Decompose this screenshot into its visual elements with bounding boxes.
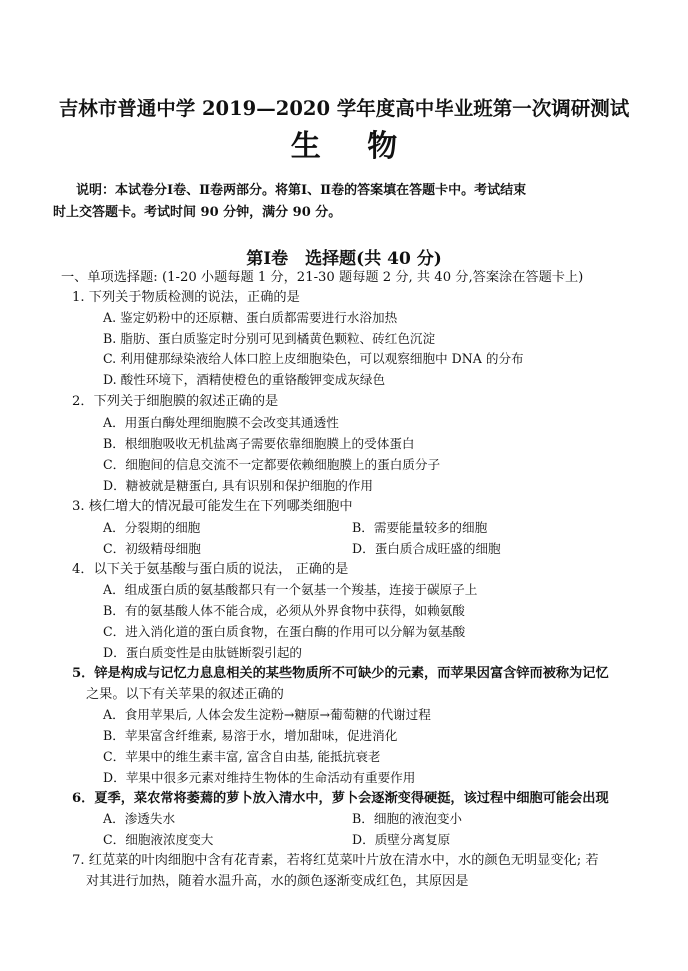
question-5-option-a: A．食用苹果后, 人体会发生淀粉→糖原→葡萄糖的代谢过程 <box>103 707 431 722</box>
question-1-option-d: D. 酸性环境下，酒精使橙色的重铬酸钾变成灰绿色 <box>103 372 386 387</box>
question-3-option-a: A．分裂期的细胞 <box>103 520 201 535</box>
question-5-option-c: C．苹果中的维生素丰富, 富含自由基, 能抵抗衰老 <box>103 749 381 764</box>
question-7-stem: 7. 红苋菜的叶肉细胞中含有花青素，若将红苋菜叶片放在清水中，水的颜色无明显变化; 若 <box>72 853 599 868</box>
question-3-option-b: B．需要能量较多的细胞 <box>352 520 488 535</box>
question-4-stem: 4．以下关于氨基酸与蛋白质的说法， 正确的是 <box>72 562 349 577</box>
exam-title: 吉林市普通中学 2019—2020 学年度高中毕业班第一次调研测试 <box>58 97 630 120</box>
question-4-option-c: C．进入消化道的蛋白质食物，在蛋白酶的作用可以分解为氨基酸 <box>103 624 466 639</box>
question-6-option-c: C．细胞液浓度变大 <box>103 832 214 847</box>
question-4-option-d: D．蛋白质变性是由肽链断裂引起的 <box>103 645 303 660</box>
question-3-option-d: D．蛋白质合成旺盛的细胞 <box>352 541 501 556</box>
question-6-option-b: B．细胞的液泡变小 <box>352 811 463 826</box>
question-2-option-b: B．根细胞吸收无机盐离子需要依靠细胞膜上的受体蛋白 <box>103 436 415 451</box>
question-5-stem: 5．锌是构成与记忆力息息相关的某些物质所不可缺少的元素，而苹果因富含锌而被称为记忆 <box>72 666 609 681</box>
question-2-option-c: C．细胞间的信息交流不一定都要依赖细胞膜上的蛋白质分子 <box>103 457 441 472</box>
question-3-stem: 3. 核仁增大的情况最可能发生在下列哪类细胞中 <box>72 499 353 514</box>
notice-line-1: 说明：本试卷分Ⅰ卷、Ⅱ卷两部分。将第Ⅰ、Ⅱ卷的答案填在答题卡中。考试结束 <box>76 183 527 198</box>
question-5-option-b: B．苹果富含纤维素, 易溶于水，增加甜味，促进消化 <box>103 728 398 743</box>
question-5-option-d: D．苹果中很多元素对维持生物体的生命活动有重要作用 <box>103 770 416 785</box>
question-4-option-b: B．有的氨基酸人体不能合成，必须从外界食物中获得，如赖氨酸 <box>103 603 465 618</box>
question-6-option-d: D．质壁分离复原 <box>352 832 451 847</box>
question-6-stem: 6．夏季，菜农常将萎蔫的萝卜放入清水中，萝卜会逐渐变得硬挺，该过程中细胞可能会出现 <box>72 791 609 806</box>
section-instruction: 一、单项选择题: (1-20 小题每题 1 分，21-30 题每题 2 分, 共 40 分,答案涂在答题卡上) <box>61 270 584 285</box>
question-1-option-a: A. 鉴定奶粉中的还原糖、蛋白质都需要进行水浴加热 <box>103 310 398 325</box>
section-title: 第Ⅰ卷 选择题(共 40 分) <box>246 249 442 269</box>
question-2-option-d: D．糖被就是糖蛋白, 具有识别和保护细胞的作用 <box>103 478 373 493</box>
question-1-option-b: B. 脂肪、蛋白质鉴定时分别可见到橘黄色颗粒、砖红色沉淀 <box>103 331 436 346</box>
question-2-stem: 2．下列关于细胞膜的叙述正确的是 <box>72 394 279 409</box>
question-1-stem: 1. 下列关于物质检测的说法，正确的是 <box>72 290 300 305</box>
question-6-option-a: A．渗透失水 <box>103 811 176 826</box>
notice-line-2: 时上交答题卡。考试时间 90 分钟，满分 90 分。 <box>53 205 342 220</box>
question-1-option-c: C. 利用健那绿染液给人体口腔上皮细胞染色，可以观察细胞中 DNA 的分布 <box>103 351 524 366</box>
question-4-option-a: A．组成蛋白质的氨基酸都只有一个氨基一个羧基，连接于碳原子上 <box>103 582 478 597</box>
question-3-option-c: C．初级精母细胞 <box>103 541 201 556</box>
question-5-stem-continued: 之果。以下有关苹果的叙述正确的 <box>86 687 284 702</box>
question-7-stem-continued: 对其进行加热，随着水温升高，水的颜色逐渐变成红色，其原因是 <box>86 874 469 889</box>
question-2-option-a: A．用蛋白酶处理细胞膜不会改变其通透性 <box>103 415 339 430</box>
subject-title: 生 物 <box>290 129 416 164</box>
